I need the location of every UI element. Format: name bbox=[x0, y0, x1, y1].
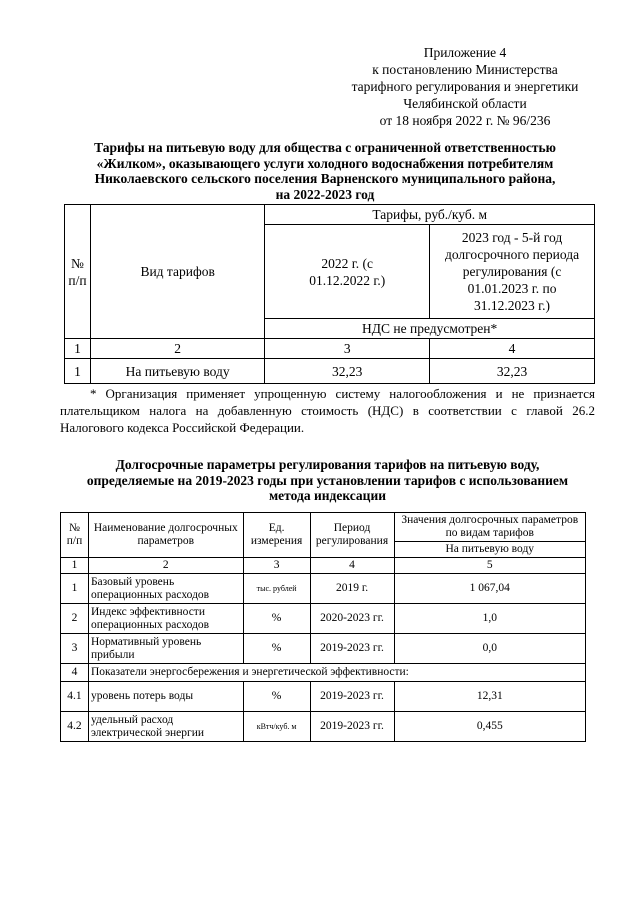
header-2023 bbox=[430, 225, 595, 319]
row-type: На питьевую воду bbox=[90, 359, 264, 384]
row-period: 2020-2023 гг. bbox=[310, 604, 394, 634]
appendix-line: тарифного регулирования и энергетики bbox=[351, 79, 579, 94]
row-period: 2019-2023 гг. bbox=[310, 682, 394, 712]
row-num: 1 bbox=[61, 574, 89, 604]
row-num: 1 bbox=[65, 359, 91, 384]
title-line: метода индексации bbox=[268, 488, 387, 503]
row-name: уровень потерь воды bbox=[88, 682, 243, 712]
index-cell: 3 bbox=[265, 339, 430, 359]
table-row bbox=[61, 604, 586, 634]
table-row bbox=[61, 574, 586, 604]
header-num: № п/п bbox=[61, 513, 89, 558]
table-row bbox=[61, 634, 586, 664]
appendix-line: от 18 ноября 2022 г. № 96/236 bbox=[379, 113, 551, 128]
row-value: 1 067,04 bbox=[394, 574, 585, 604]
row-name: Нормативный уровень прибыли bbox=[88, 634, 243, 664]
row-name: удельный расход электрической энергии bbox=[88, 712, 243, 742]
index-cell: 2 bbox=[90, 339, 264, 359]
appendix-line: Челябинской области bbox=[403, 96, 527, 111]
footnote bbox=[60, 385, 595, 436]
row-num: 2 bbox=[61, 604, 89, 634]
section-title bbox=[60, 457, 595, 504]
index-row bbox=[65, 339, 595, 359]
section-text: Показатели энергосбережения и энергетической эффективности: bbox=[88, 664, 585, 682]
parameters-table bbox=[60, 512, 586, 742]
table-row bbox=[65, 359, 595, 384]
row-period: 2019-2023 гг. bbox=[310, 634, 394, 664]
row-name: Базовый уровень операционных расходов bbox=[88, 574, 243, 604]
appendix-line: к постановлению Министерства bbox=[372, 62, 558, 77]
row-period: 2019 г. bbox=[310, 574, 394, 604]
header-type: Вид тарифов bbox=[90, 205, 264, 339]
row-name: Индекс эффективности операционных расходов bbox=[88, 604, 243, 634]
row-num: 4.2 bbox=[61, 712, 89, 742]
table-row bbox=[61, 682, 586, 712]
index-cell: 3 bbox=[243, 558, 310, 574]
row-num: 3 bbox=[61, 634, 89, 664]
table-row bbox=[61, 712, 586, 742]
index-cell: 2 bbox=[88, 558, 243, 574]
header-name: Наименование долгосрочных параметров bbox=[88, 513, 243, 558]
header-tariffs: Тарифы, руб./куб. м bbox=[265, 205, 595, 225]
header-vat: НДС не предусмотрен* bbox=[265, 319, 595, 339]
row-period: 2019-2023 гг. bbox=[310, 712, 394, 742]
title-line: Долгосрочные параметры регулирования тарифов на питьевую воду, bbox=[115, 457, 540, 472]
row-unit: % bbox=[243, 604, 310, 634]
row-unit: тыс. рублей bbox=[243, 574, 310, 604]
header-2022-text: 2022 г. (с 01.12.2022 г.) bbox=[309, 255, 386, 288]
row-value: 1,0 bbox=[394, 604, 585, 634]
index-cell: 4 bbox=[310, 558, 394, 574]
footnote-text: * Организация применяет упрощенную систему налогообложения и не признается плательщиком налога на добавленную стоимость (НДС) в соответствии с главой 26.2 Налогового кодекса Российской Федерации. bbox=[60, 386, 595, 435]
row-num: 4.1 bbox=[61, 682, 89, 712]
index-cell: 4 bbox=[430, 339, 595, 359]
title-line: на 2022-2023 год bbox=[275, 186, 375, 202]
appendix-header bbox=[330, 44, 600, 129]
index-row bbox=[61, 558, 586, 574]
section-row bbox=[61, 664, 586, 682]
document-title bbox=[60, 140, 590, 202]
row-unit: кВтч/куб. м bbox=[243, 712, 310, 742]
index-cell: 1 bbox=[61, 558, 89, 574]
title-line: Тарифы на питьевую воду для общества с ограниченной ответственностью bbox=[94, 140, 556, 155]
row-2023: 32,23 bbox=[430, 359, 595, 384]
row-value: 0,0 bbox=[394, 634, 585, 664]
index-cell: 5 bbox=[394, 558, 585, 574]
header-period: Период регулирования bbox=[310, 513, 394, 558]
header-num: № п/п bbox=[65, 205, 91, 339]
row-2022: 32,23 bbox=[265, 359, 430, 384]
header-unit: Ед. измерения bbox=[243, 513, 310, 558]
row-unit: % bbox=[243, 634, 310, 664]
tariff-table bbox=[64, 204, 595, 384]
header-values: Значения долгосрочных параметров по видам тарифов bbox=[394, 513, 585, 542]
row-value: 0,455 bbox=[394, 712, 585, 742]
header-2023-text: 2023 год - 5-й год долгосрочного периода регулирования (с 01.01.2023 г. по 31.12.2023 г.) bbox=[444, 230, 580, 313]
title-line: определяемые на 2019-2023 годы при установлении тарифов с использованием bbox=[86, 472, 569, 488]
appendix-line: Приложение 4 bbox=[423, 45, 507, 60]
title-line: Николаевского сельского поселения Варненского муниципального района, bbox=[94, 171, 556, 186]
index-cell: 1 bbox=[65, 339, 91, 359]
row-num: 4 bbox=[61, 664, 89, 682]
title-line: «Жилком», оказывающего услуги холодного водоснабжения потребителям bbox=[96, 155, 554, 171]
row-value: 12,31 bbox=[394, 682, 585, 712]
header-water: На питьевую воду bbox=[394, 542, 585, 558]
header-2022 bbox=[265, 225, 430, 319]
row-unit: % bbox=[243, 682, 310, 712]
